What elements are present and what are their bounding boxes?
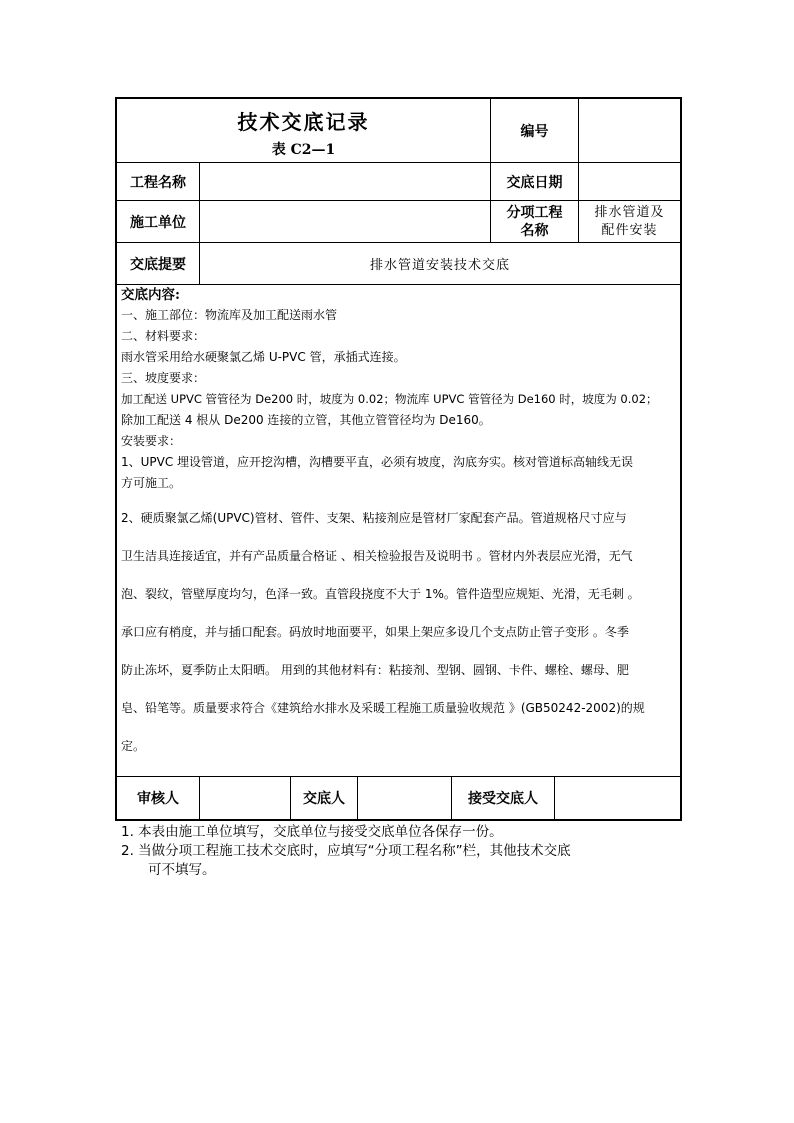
content-heading: 交底内容: [121, 287, 180, 303]
summary-label: 交底提要 [130, 256, 186, 273]
paragraph-line: 泡、裂纹，管壁厚度均匀，色泽一致。直管段挠度不大于 1%。管件造型应规矩、光滑，无毛刺 。 [121, 587, 640, 601]
sub-project-value-line: 排水管道及 [594, 204, 665, 220]
unit-field[interactable] [200, 201, 490, 242]
content-line: 雨水管采用给水硬聚氯乙烯 U-PVC 管，承插式连接。 [121, 350, 406, 364]
unit-label: 施工单位 [130, 214, 186, 231]
number-label: 编号 [520, 123, 549, 140]
sub-project-label-line: 名称 [520, 222, 549, 239]
content-line: 方可施工。 [121, 476, 182, 490]
content-line: 一、施工部位：物流库及加工配送雨水管 [121, 308, 338, 322]
content-line: 安装要求： [121, 434, 182, 448]
receiver-field[interactable] [555, 777, 680, 819]
content-line: 1、UPVC 埋设管道，应开挖沟槽，沟槽要平直，必须有坡度，沟底夯实。核对管道标高轴线无误 [121, 455, 634, 469]
presenter-field[interactable] [358, 777, 451, 819]
content-line: 加工配送 UPVC 管管径为 De200 时，坡度为 0.02；物流库 UPVC 管管径为 De160 时，坡度为 0.02； [121, 392, 658, 406]
receiver-label: 接受交底人 [468, 791, 538, 807]
sub-project-field[interactable] [579, 201, 680, 242]
form-code: 表 C2—1 [271, 142, 336, 158]
sub-project-label [491, 201, 578, 242]
paragraph-line: 2、硬质聚氯乙烯(UPVC)管材、管件、支架、粘接剂应是管材厂家配套产品。管道规格尺寸应与 [121, 511, 627, 525]
note-item: 2. 当做分项工程施工技术交底时，应填写“分项工程名称”栏，其他技术交底 [121, 843, 571, 859]
form-notes [121, 823, 681, 880]
project-name-label: 工程名称 [130, 174, 186, 191]
content-line: 除加工配送 4 根从 De200 连接的立管，其他立管管径均为 De160。 [121, 413, 491, 427]
sub-project-label-line: 分项工程 [506, 204, 563, 221]
paragraph-line: 承口应有梢度，并与插口配套。码放时地面要平，如果上架应多设几个支点防止管子变形 。冬季 [121, 625, 629, 639]
content-line: 二、材料要求： [121, 329, 206, 343]
paragraph-line: 皂、铅笔等。质量要求符合《建筑给水排水及采暖工程施工质量验收规范 》(GB50242-2002)的规 [121, 701, 645, 715]
number-field[interactable] [579, 99, 680, 162]
note-item: 可不填写。 [148, 862, 216, 878]
presenter-label: 交底人 [303, 791, 345, 807]
form-title: 技术交底记录 [237, 109, 370, 134]
summary-field[interactable]: 排水管道安装技术交底 [369, 258, 510, 273]
project-name-field[interactable] [200, 163, 490, 200]
sub-project-value-line: 配件安装 [601, 222, 658, 238]
paragraph-line: 卫生洁具连接适宜，并有产品质量合格证 、相关检验报告及说明书 。管材内外表层应光滑，无气 [121, 549, 633, 563]
note-item: 1. 本表由施工单位填写，交底单位与接受交底单位各保存一份。 [121, 824, 503, 840]
reviewer-field[interactable] [200, 777, 290, 819]
content-line: 三、坡度要求： [121, 371, 206, 385]
disclosure-content [121, 285, 677, 765]
paragraph-line: 定。 [121, 739, 146, 753]
paragraph-line: 防止冻坏，夏季防止太阳晒。 用到的其他材料有：粘接剂、型钢、圆钢、卡件、螺栓、螺母、肥 [121, 663, 629, 677]
date-field[interactable] [579, 163, 680, 200]
reviewer-label: 审核人 [137, 791, 179, 807]
date-label: 交底日期 [506, 174, 563, 191]
